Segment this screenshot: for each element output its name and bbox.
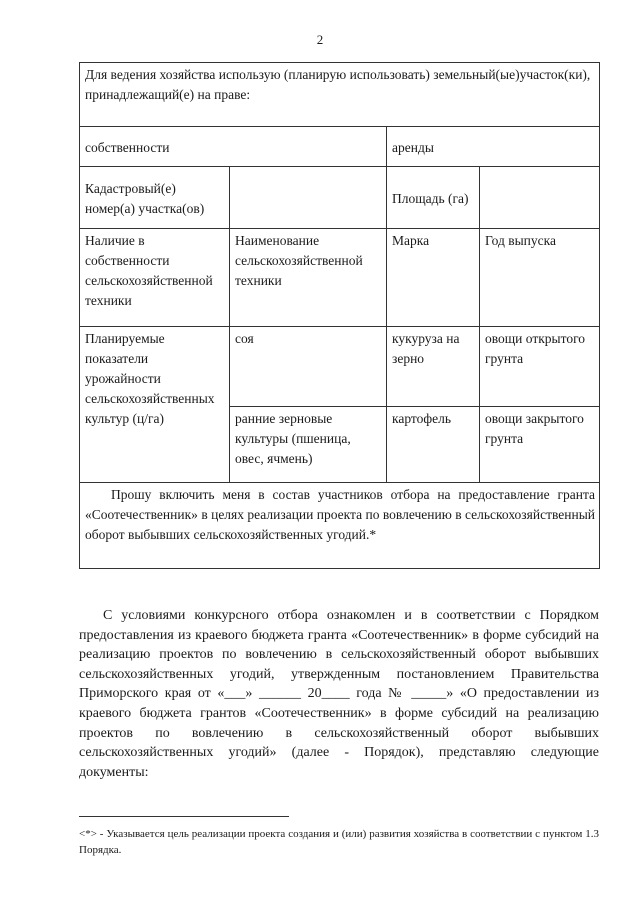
footnote-divider — [79, 816, 289, 817]
ownership-option: собственности — [80, 127, 387, 167]
yield-label: Планируемые показатели урожайности сельскохозяйственных культур (ц/га) — [80, 327, 230, 483]
application-form-table — [79, 62, 600, 569]
crop-open-vegetables: овощи открытого грунта — [480, 327, 600, 407]
crop-corn: кукуруза на зерно — [387, 327, 480, 407]
conditions-paragraph: С условиями конкурсного отбора ознакомлен и в соответствии с Порядком предоставления из краевого бюджета гранта «Соотечественник» в форме субсидий на реализацию проектов по вовлечению в сельскохозяйственный оборот выбывших сельскохозяйственных угодий, утвержденным постановлением Правительства Приморского края от «___» ______ 20____ года № _____» «О предоставлении из краевого бюджета грантов «Соотечественник» в форме субсидий на реализацию проектов по вовлечению в сельскохозяйственный оборот выбывших сельскохозяйственных угодий» (далее - Порядок), представляю следующие документы: — [79, 608, 599, 780]
lease-option: аренды — [387, 127, 600, 167]
participation-request: Прошу включить меня в состав участников отбора на предоставление гранта «Соотечественник» в целях реализации проекта по вовлечению в сельскохозяйственный оборот выбывших сельскохозяйственных угодий.* — [80, 483, 600, 569]
machinery-label: Наличие в собственности сельскохозяйственной техники — [80, 229, 230, 327]
land-use-intro: Для ведения хозяйства использую (планирую использовать) земельный(ые)участок(ки), принадлежащий(е) на праве: — [80, 63, 600, 127]
machinery-name-label: Наименование сельскохозяйственной техники — [230, 229, 387, 327]
crop-soy: соя — [230, 327, 387, 407]
footnote: <*> - Указывается цель реализации проекта создания и (или) развития хозяйства в соответствии с пунктом 1.3 Порядка. — [79, 828, 599, 856]
crop-early-grain: ранние зерновые культуры (пшеница, овес, ячмень) — [230, 407, 387, 483]
crop-potato: картофель — [387, 407, 480, 483]
area-label: Площадь (га) — [387, 167, 480, 229]
cadastral-number-label: Кадастровый(е) номер(а) участка(ов) — [80, 167, 230, 229]
year-label: Год выпуска — [480, 229, 600, 327]
cadastral-number-field[interactable] — [230, 167, 387, 229]
area-field[interactable] — [480, 167, 600, 229]
crop-closed-vegetables: овощи закрытого грунта — [480, 407, 600, 483]
page-number: 2 — [316, 32, 324, 47]
brand-label: Марка — [387, 229, 480, 327]
